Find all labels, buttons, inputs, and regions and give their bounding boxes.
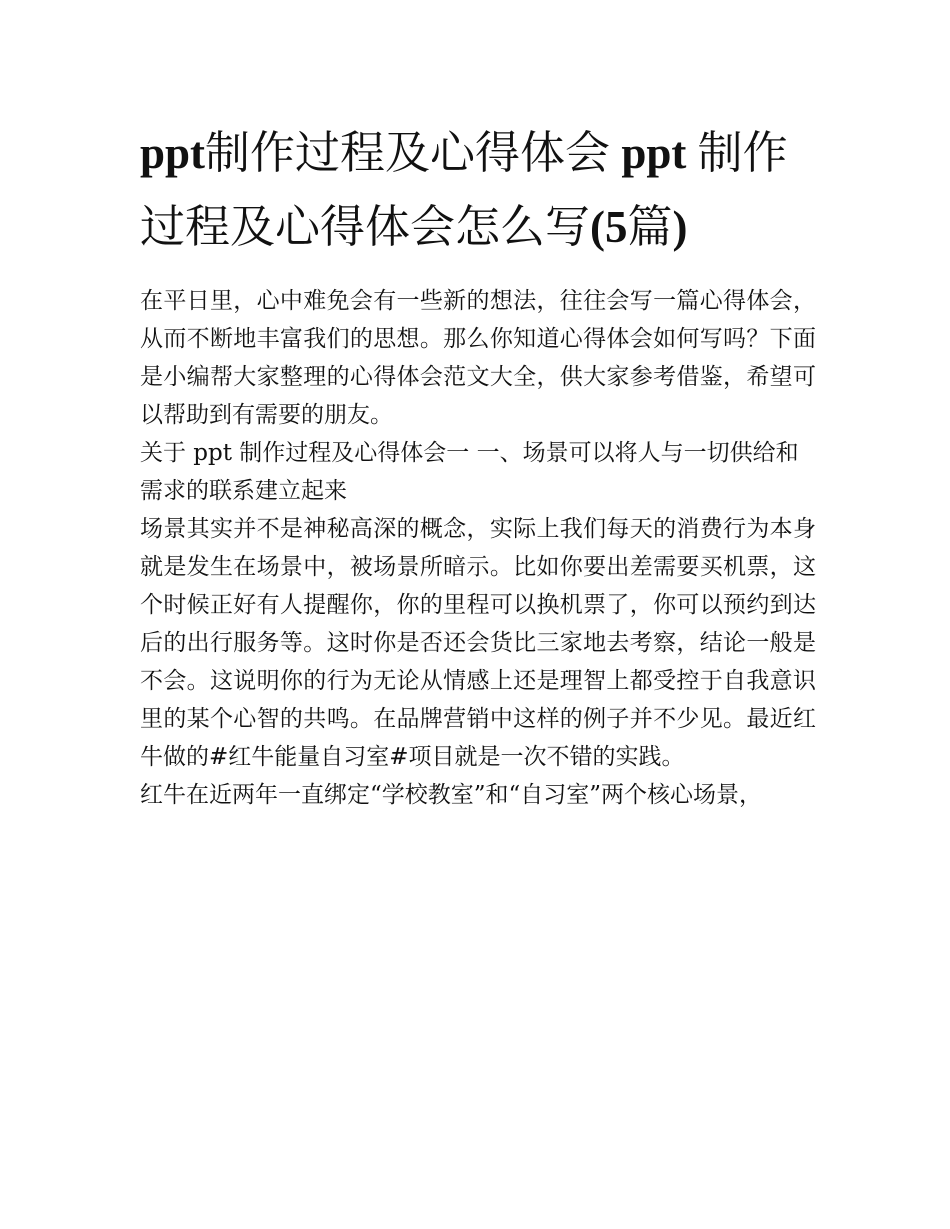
title-part: ) — [672, 202, 688, 252]
document-page — [140, 116, 816, 814]
title-part: 篇 — [627, 200, 673, 253]
title-part: ppt — [610, 128, 698, 178]
title-part: ppt — [140, 128, 206, 178]
document-title — [140, 116, 816, 264]
intro-paragraph: 在平日里，心中难免会有一些新的想法，往往会写一篇心得体会，从而不断地丰富我们的思想。那么你知道心得体会如何写吗？下面是小编帮大家整理的心得体会范文大全，供大家参考借鉴，希望可以帮助到有需要的朋友。 — [140, 288, 816, 428]
body-paragraph: 红牛在近两年一直绑定“学校教室”和“自习室”两个核心场景， — [140, 782, 763, 808]
title-part: 制作过程及心得体会怎么写 — [140, 126, 788, 253]
title-part: 制作过程及心得体会 — [205, 126, 611, 179]
title-part: (5 — [590, 202, 628, 252]
body-paragraph: 场景其实并不是神秘高深的概念，实际上我们每天的消费行为本身就是发生在场景中，被场景所暗示。比如你要出差需要买机票，这个时候正好有人提醒你，你的里程可以换机票了，你可以预约到达后的出行服务等。这时你是否还会货比三家地去考察，结论一般是不会。这说明你的行为无论从情感上还是理智上都受控于自我意识里的某个心智的共鸣。在品牌营销中这样的例子并不少见。最近红牛做的#红牛能量自习室#项目就是一次不错的实践。 — [140, 516, 816, 770]
section-heading: 关于 ppt 制作过程及心得体会一 一、场景可以将人与一切供给和需求的联系建立起来 — [140, 440, 799, 504]
